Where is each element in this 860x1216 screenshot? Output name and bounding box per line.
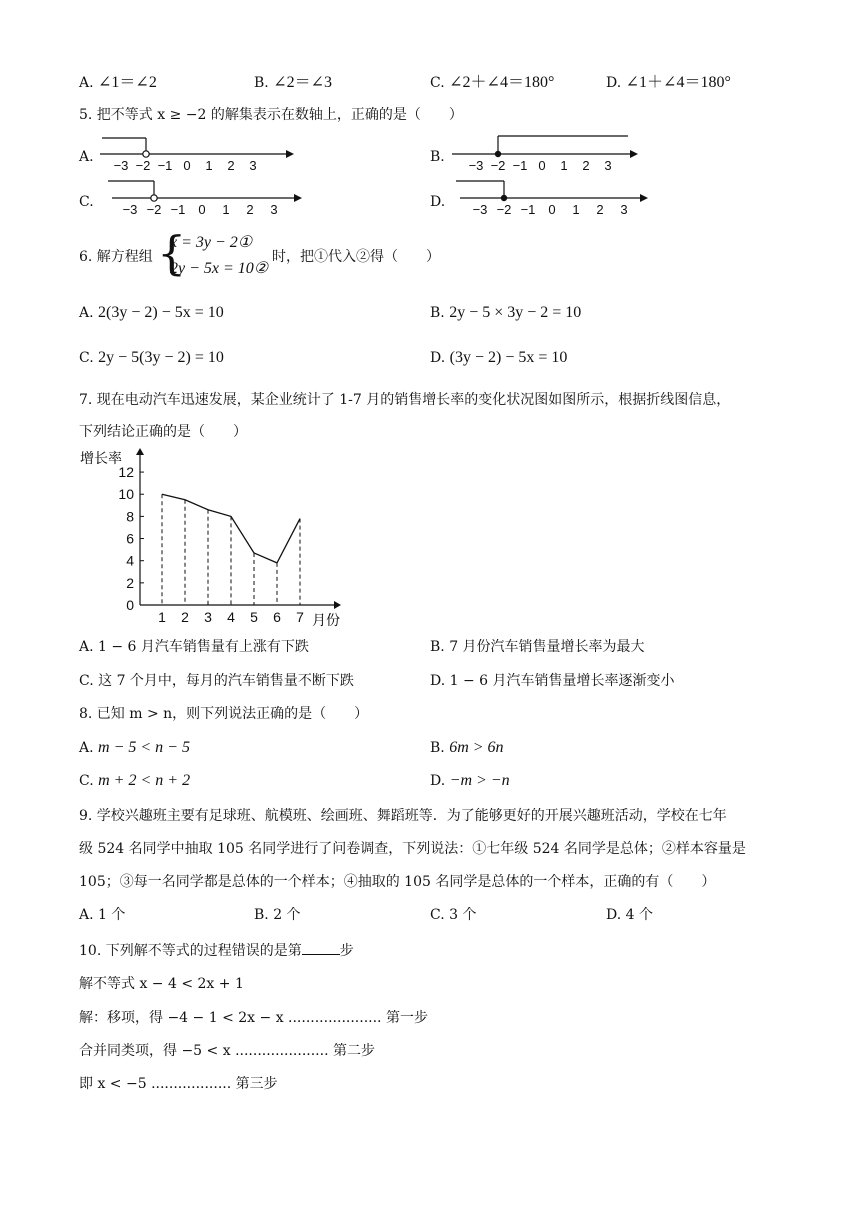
option-text: ∠1＋∠4＝180°	[625, 74, 731, 91]
number-line-tick-label: 3	[249, 158, 257, 173]
q5-option-b-letter: B.	[430, 149, 445, 165]
option-text: 2 个	[273, 907, 301, 923]
option-letter: C.	[430, 75, 445, 91]
y-tick-label: 2	[126, 574, 134, 591]
number-line-tick-label: −2	[496, 202, 512, 217]
x-tick-label: 6	[273, 609, 281, 625]
q9-option-c	[430, 904, 476, 926]
option-letter: B.	[430, 305, 445, 321]
q5-option-a-letter: A.	[79, 149, 94, 165]
x-tick-label: 7	[296, 609, 304, 625]
x-tick-label: 1	[158, 609, 166, 625]
y-tick-label: 6	[126, 530, 134, 547]
q9-option-b	[254, 904, 301, 926]
q9-line3: 105；③每一名同学都是总体的一个样本；④抽取的 105 名同学是总体的一个样本，正确的有（ ）	[79, 874, 716, 890]
q4-option-d	[606, 72, 731, 94]
q6-equation-1: x = 3y − 2①	[170, 234, 253, 251]
option-letter: A.	[79, 305, 94, 321]
number-line-tick-label: −2	[490, 158, 506, 173]
number-line-tick-label: 3	[604, 158, 612, 173]
option-text: 1 − 6 月汽车销售量增长率逐渐变小	[449, 673, 675, 689]
number-line-tick-label: 0	[548, 202, 556, 217]
q7-option-b	[430, 636, 645, 658]
q7-line-chart	[76, 443, 366, 633]
option-letter: A.	[79, 75, 94, 91]
number-line-tick-label: −1	[512, 158, 528, 173]
option-letter: D.	[430, 673, 446, 689]
q5-number-line-c	[108, 178, 308, 218]
x-tick-label: 5	[250, 609, 258, 625]
q4-option-c	[430, 72, 554, 94]
option-letter: C.	[79, 350, 94, 366]
number-line-tick-label: −3	[472, 202, 488, 217]
number-line-tick-label: −1	[157, 158, 173, 173]
q10-step2: 合并同类项，得 −5 < x ..................... 第二步	[79, 1043, 375, 1059]
number-line-tick-label: 2	[582, 158, 590, 173]
q6-option-d	[430, 347, 567, 369]
y-tick-label: 4	[126, 552, 134, 569]
number-line-tick-label: −3	[113, 158, 129, 173]
number-line-tick-label: 3	[270, 202, 278, 217]
q6-stem-suffix: 时，把①代入②得（ ）	[272, 249, 440, 265]
option-text: 2y − 5 × 3y − 2 = 10	[449, 304, 582, 321]
option-letter: D.	[430, 350, 446, 366]
number-line-tick-label: −2	[146, 202, 162, 217]
x-tick-label: 2	[181, 609, 189, 625]
number-line-tick-label: 0	[198, 202, 206, 217]
q7-option-c	[79, 670, 354, 692]
option-text: 2(3y − 2) − 5x = 10	[98, 304, 224, 321]
number-line-tick-label: 0	[538, 158, 546, 173]
number-line-tick-label: 1	[572, 202, 580, 217]
q5-number-line-b	[448, 134, 648, 174]
q8-option-d	[430, 770, 510, 792]
option-text: 1 − 6 月汽车销售量有上涨有下跌	[98, 639, 309, 655]
number-line-tick-label: 3	[620, 202, 628, 217]
option-text: ∠1＝∠2	[98, 74, 157, 91]
option-letter: D.	[606, 907, 622, 923]
q6-option-b	[430, 302, 581, 324]
q7-option-d	[430, 670, 675, 692]
y-tick-label: 10	[118, 486, 134, 503]
q4-option-a	[79, 72, 157, 94]
x-tick-label: 4	[227, 609, 235, 625]
q10-problem: 解不等式 x − 4 < 2x + 1	[79, 976, 244, 992]
y-axis-arrow	[136, 448, 144, 455]
number-line-tick-label: −2	[135, 158, 151, 173]
option-text: 4 个	[625, 907, 653, 923]
q5-option-c-letter: C.	[79, 194, 94, 210]
q8-stem: 8. 已知 m > n，则下列说法正确的是（ ）	[79, 706, 369, 722]
q7-stem-line2: 下列结论正确的是（ ）	[79, 424, 247, 440]
q5-option-d-letter: D.	[430, 194, 446, 210]
q8-option-c	[79, 770, 190, 792]
option-text: m + 2 < n + 2	[98, 772, 191, 789]
q5-number-line-d	[456, 178, 656, 218]
option-letter: A.	[79, 907, 94, 923]
option-letter: B.	[254, 75, 269, 91]
option-letter: B.	[430, 639, 445, 655]
y-axis-label: 增长率	[80, 450, 122, 466]
option-text: m − 5 < n − 5	[98, 739, 190, 756]
option-letter: D.	[430, 773, 446, 789]
number-line-tick-label: 1	[222, 202, 230, 217]
q9-option-a	[79, 904, 125, 926]
option-text: −m > −n	[449, 772, 510, 789]
number-line-tick-label: 1	[205, 158, 213, 173]
option-text: 6m > 6n	[449, 739, 504, 756]
x-axis-label: 月份	[312, 612, 340, 628]
q9-line1: 9. 学校兴趣班主要有足球班、航模班、绘画班、舞蹈班等．为了能够更好的开展兴趣班活动，学校在七年	[79, 808, 727, 824]
q9-line2: 级 524 名同学中抽取 105 名同学进行了问卷调查，下列说法：①七年级 524 名同学是总体；②样本容量是	[79, 841, 746, 857]
option-text: (3y − 2) − 5x = 10	[449, 349, 568, 366]
q5-number-line-a	[96, 134, 296, 174]
number-line-tick-label: −3	[122, 202, 138, 217]
option-text: 3 个	[449, 907, 477, 923]
q7-option-a	[79, 636, 309, 658]
x-tick-label: 3	[204, 609, 212, 625]
q10-step1: 解：移项，得 −4 − 1 < 2x − x ..................... 第一步	[79, 1010, 428, 1026]
number-line-tick-label: 2	[596, 202, 604, 217]
q10-stem-prefix: 10. 下列解不等式的过程错误的是第	[79, 943, 302, 959]
number-line-tick-label: 2	[227, 158, 235, 173]
x-axis-arrow	[334, 601, 341, 609]
answer-blank[interactable]	[302, 940, 340, 955]
option-letter: A.	[79, 639, 94, 655]
option-letter: C.	[79, 673, 94, 689]
y-tick-label: 0	[126, 597, 134, 613]
option-text: ∠2＝∠3	[273, 74, 333, 91]
number-line-tick-label: 2	[246, 202, 254, 217]
option-letter: D.	[606, 75, 622, 91]
option-text: 这 7 个月中，每月的汽车销售量不断下跌	[98, 673, 354, 689]
number-line-tick-label: −1	[170, 202, 186, 217]
q6-equation-2: 2y − 5x = 10②	[170, 260, 269, 277]
number-line-tick-label: 0	[183, 158, 191, 173]
q8-option-b	[430, 737, 504, 759]
number-line-tick-label: 1	[560, 158, 568, 173]
q6-stem-prefix: 6. 解方程组	[79, 249, 153, 265]
option-letter: A.	[79, 740, 94, 756]
y-tick-label: 12	[118, 464, 134, 481]
q6-option-c	[79, 347, 224, 369]
number-line-tick-label: −3	[468, 158, 484, 173]
option-text: 2y − 5(3y − 2) = 10	[98, 349, 224, 366]
q10-step3: 即 x < −5 .................. 第三步	[79, 1076, 278, 1092]
q10-stem-suffix: 步	[339, 943, 354, 959]
q9-option-d	[606, 904, 653, 926]
q7-stem-line1: 7. 现在电动汽车迅速发展，某企业统计了 1-7 月的销售增长率的变化状况图如图所示，根据折线图信息，	[79, 392, 731, 408]
q8-option-a	[79, 737, 190, 759]
option-letter: B.	[254, 907, 269, 923]
number-line-tick-label: −1	[520, 202, 536, 217]
option-letter: C.	[79, 773, 94, 789]
q6-option-a	[79, 302, 224, 324]
q6-brace: {	[157, 226, 187, 280]
y-tick-label: 8	[126, 508, 134, 525]
q10-stem	[79, 940, 354, 961]
option-letter: C.	[430, 907, 445, 923]
option-text: 1 个	[98, 907, 126, 923]
q4-option-b	[254, 72, 332, 94]
option-text: 7 月份汽车销售量增长率为最大	[449, 639, 645, 655]
option-text: ∠2＋∠4＝180°	[449, 74, 555, 91]
option-letter: B.	[430, 740, 445, 756]
q5-stem: 5. 把不等式 x ≥ −2 的解集表示在数轴上，正确的是（ ）	[79, 107, 463, 123]
